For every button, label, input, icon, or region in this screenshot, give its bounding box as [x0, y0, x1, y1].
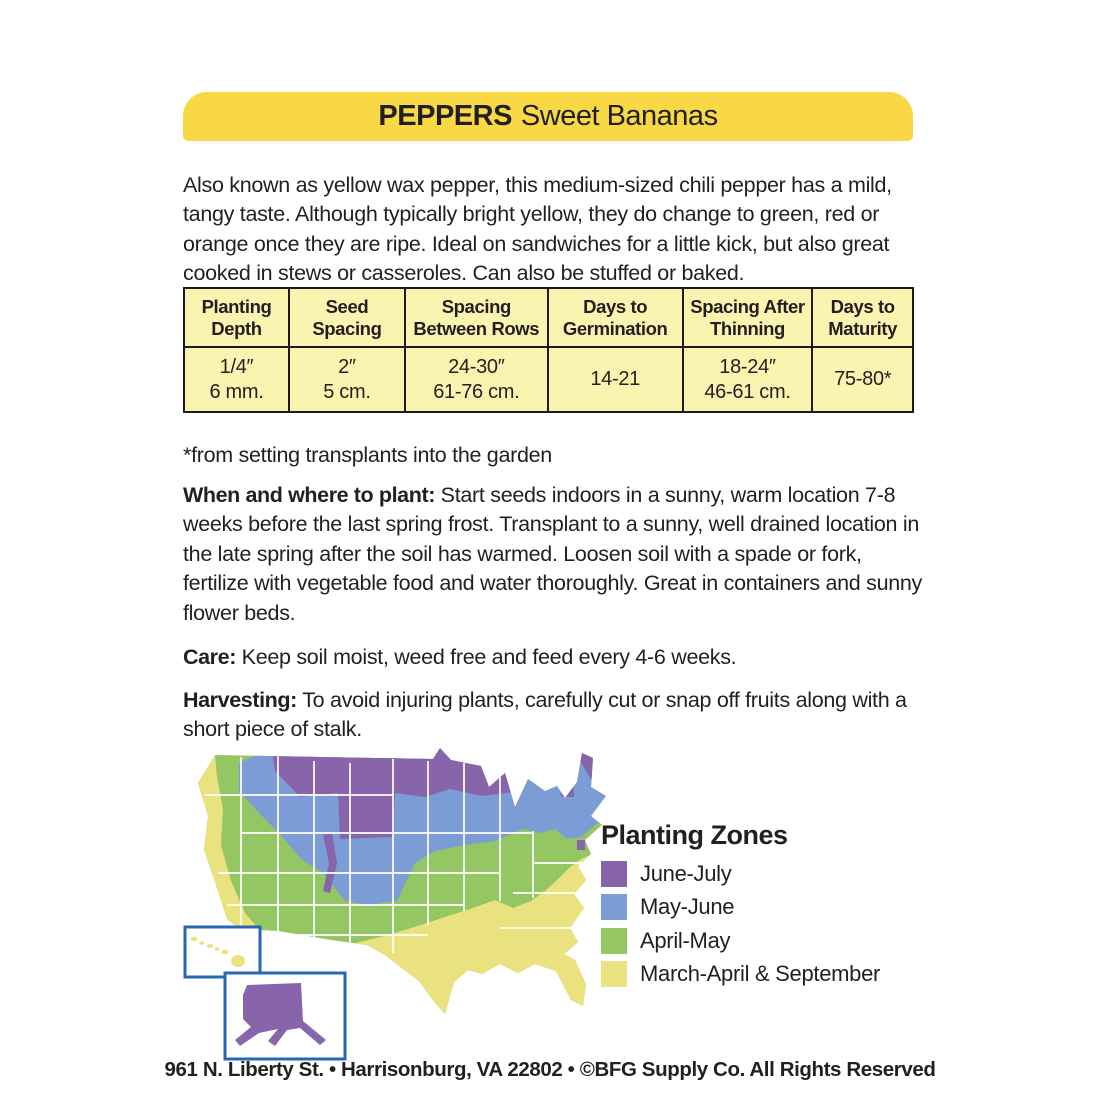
- planting-spec-table: [183, 287, 914, 413]
- zone-june-july-nj: [577, 840, 585, 850]
- section-when-where-label: When and where to plant:: [183, 482, 435, 507]
- april-may-swatch-icon: [601, 928, 627, 954]
- packet-title-variety: Sweet Bananas: [520, 100, 718, 132]
- cell-spacing-after-thinning: 18-24″ 46-61 cm.: [683, 347, 813, 412]
- march-april-september-swatch-icon: [601, 961, 627, 987]
- alaska-inset: [225, 973, 345, 1059]
- section-care-label: Care:: [183, 644, 236, 669]
- cell-days-to-germination: 14-21: [548, 347, 683, 412]
- zone-june-july-vermont: [560, 773, 574, 797]
- may-june-swatch-icon: [601, 894, 627, 920]
- section-harvesting-label: Harvesting:: [183, 687, 297, 712]
- june-july-swatch-icon: [601, 861, 627, 887]
- section-harvesting-text: To avoid injuring plants, carefully cut or snap off fruits along with a short piece of stalk.: [183, 687, 907, 741]
- col-header-days-to-germination: Days to Germination: [548, 288, 683, 347]
- section-care-text: Keep soil moist, weed free and feed every 4-6 weeks.: [241, 644, 737, 669]
- legend-item-april-may: April-May: [601, 924, 931, 958]
- cell-planting-depth: 1/4″ 6 mm.: [184, 347, 289, 412]
- legend-title: Planting Zones: [601, 820, 788, 850]
- table-footnote: *from setting transplants into the garden: [183, 442, 552, 467]
- section-when-where: [183, 481, 925, 629]
- legend-item-march-april-september: March-April & September: [601, 958, 931, 992]
- table-value-row: [184, 347, 913, 412]
- hawaii-inset: [185, 927, 260, 977]
- table-header-row: [184, 288, 913, 347]
- description-paragraph: Also known as yellow wax pepper, this medium-sized chili pepper has a mild, tangy taste. Although typically bright yellow, they do change to green, red or orange once they are ripe. Ideal on sandwiches for a little kick, but also great cooked in stews or casseroles. Can also be stuffed or baked.: [183, 172, 892, 285]
- packet-title-bar: [183, 92, 913, 141]
- col-header-spacing-after-thinning: Spacing After Thinning: [683, 288, 813, 347]
- section-when-where-text: Start seeds indoors in a sunny, warm location 7-8 weeks before the last spring frost. Transplant to a sunny, well drained location in the late spring after the soil has warmed. Loosen soil with a spade or fork, fertilize with vegetable food and water thoroughly. Great in containers and sunny flower beds.: [183, 482, 923, 625]
- us-planting-zones-map: [183, 733, 613, 1063]
- address-copyright-line: 961 N. Liberty St. • Harrisonburg, VA 22802 • ©BFG Supply Co. All Rights Reserved: [164, 1058, 936, 1081]
- col-header-spacing-between-rows: Spacing Between Rows: [405, 288, 548, 347]
- col-header-planting-depth: Planting Depth: [184, 288, 289, 347]
- col-header-seed-spacing: Seed Spacing: [289, 288, 405, 347]
- cell-spacing-between-rows: 24-30″ 61-76 cm.: [405, 347, 548, 412]
- cell-seed-spacing: 2″ 5 cm.: [289, 347, 405, 412]
- packet-title-main: PEPPERS: [378, 100, 512, 132]
- legend-item-may-june: May-June: [601, 891, 931, 925]
- legend-item-june-july: June-July: [601, 857, 931, 891]
- section-care: [183, 643, 925, 673]
- cell-days-to-maturity: 75-80*: [812, 347, 913, 412]
- col-header-days-to-maturity: Days to Maturity: [812, 288, 913, 347]
- planting-zones-legend: [601, 820, 931, 991]
